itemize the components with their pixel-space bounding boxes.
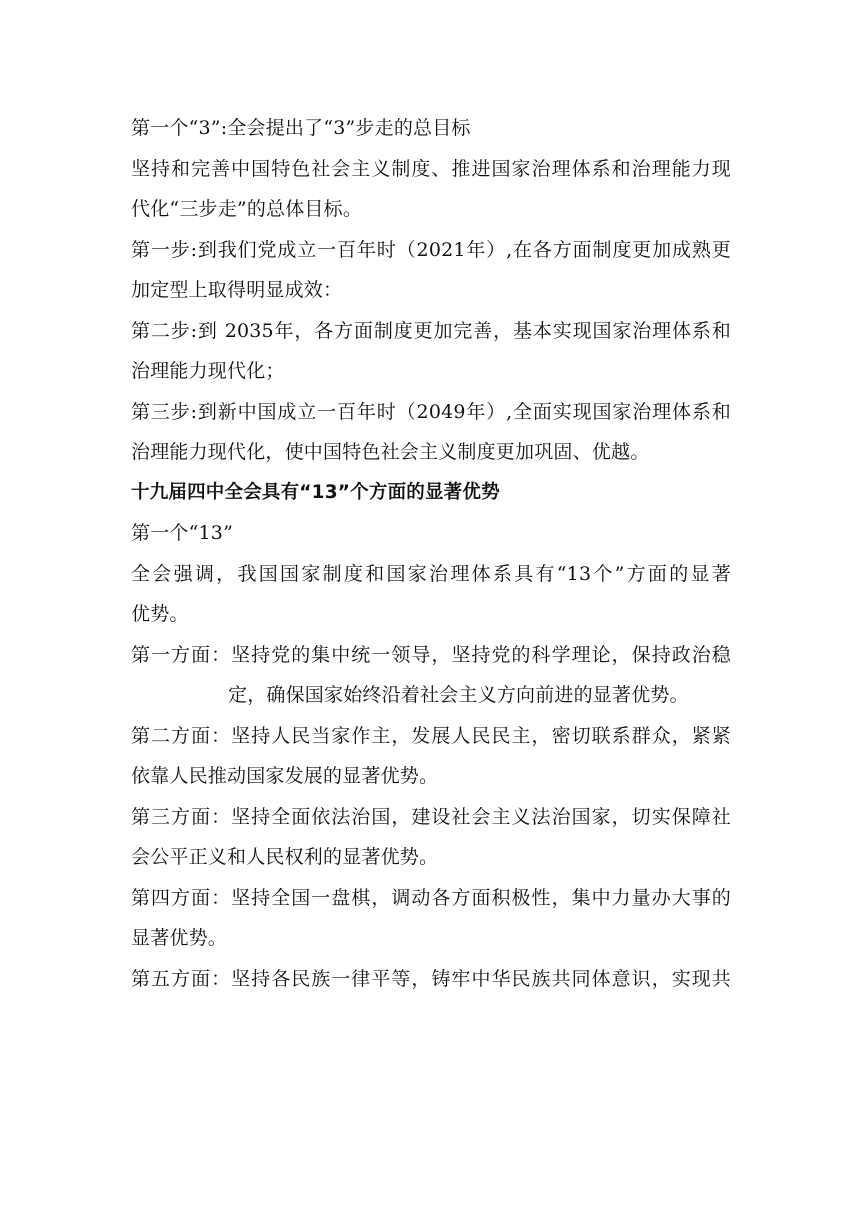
text-line: 显著优势。 [131,927,228,949]
text-line: 坚持和完善中国特色社会主义制度、推进国家治理体系和治理能力现 [131,157,731,180]
text-line: 治理能力现代化，使中国特色社会主义制度更加巩固、优越。 [131,441,650,463]
text-line: 治理能力现代化； [131,360,285,382]
text-line: 第三步:到新中国成立一百年时（2049年）,全面实现国家治理体系和 [131,400,731,423]
text-line: 定，确保国家始终沿着社会主义方向前进的显著优势。 [228,684,689,706]
text-line: 代化“三步走”的总体目标。 [131,198,363,220]
text-line: 第一步:到我们党成立一百年时（2021年）,在各方面制度更加成熟更 [131,238,731,261]
text-line: 优势。 [131,603,189,625]
text-line: 第二步:到 2035年，各方面制度更加完善，基本实现国家治理体系和 [131,319,731,342]
section-heading: 十九届四中全会具有“13”个方面的显著优势 [131,481,500,503]
document-body [131,108,731,999]
text-line: 依靠人民推动国家发展的显著优势。 [131,765,439,787]
text-line: 第一方面：坚持党的集中统一领导，坚持党的科学理论，保持政治稳 [131,643,731,666]
text-line: 第五方面：坚持各民族一律平等，铸牢中华民族共同体意识，实现共 [131,967,731,990]
text-line: 第一个“3”:全会提出了“3”步走的总目标 [131,117,471,139]
text-line: 第一个“13” [131,522,234,544]
text-line: 第三方面：坚持全面依法治国，建设社会主义法治国家，切实保障社 [131,805,731,828]
text-line: 会公平正义和人民权利的显著优势。 [131,846,439,868]
text-line: 第二方面：坚持人民当家作主，发展人民民主，密切联系群众，紧紧 [131,724,731,747]
text-line: 全会强调，我国国家制度和国家治理体系具有“13个”方面的显著 [131,562,731,585]
text-line: 第四方面：坚持全国一盘棋，调动各方面积极性，集中力量办大事的 [131,886,731,909]
text-line: 加定型上取得明显成效： [131,279,343,301]
